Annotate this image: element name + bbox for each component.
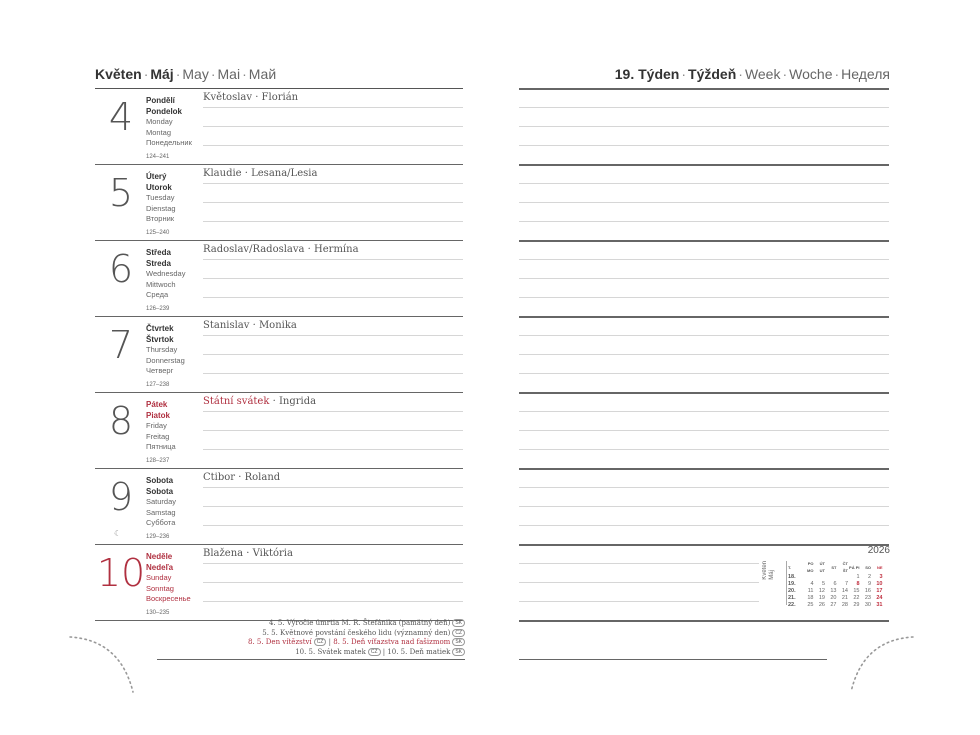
day-block-9[interactable]: [95, 469, 463, 545]
calendar-cell: 29: [853, 602, 860, 608]
footnote-text: 5. 5. Květnové povstání českého lidu (významný den): [262, 628, 451, 637]
week-cs: 19. Týden: [614, 66, 680, 82]
calendar-header-cell: SO: [865, 564, 871, 570]
country-badge: SK: [452, 648, 465, 656]
calendar-cell: 18: [807, 595, 814, 601]
footnote-text: 8. 5. Den vítězství: [248, 638, 312, 646]
write-line: [203, 183, 463, 184]
calendar-cell: [825, 574, 837, 581]
calendar-week-row: [788, 574, 883, 581]
calendar-cell: 2: [867, 574, 871, 580]
calendar-cell: 8: [856, 581, 860, 587]
calendar-cell: 19: [818, 595, 825, 601]
footnote-text: 8. 5. Deň víťazstva nad fašizmom: [333, 638, 451, 646]
week-header: 19. Týden · Týždeň · Week · Woche · Неделя: [614, 66, 890, 82]
right-write-line: [519, 430, 889, 431]
day-name-sk: Nedeľa: [146, 562, 174, 572]
day-name-cs: Středa: [146, 248, 171, 257]
calendar-divider: [786, 561, 787, 605]
calendar-header-cell: T.: [788, 564, 792, 570]
calendar-year: 2026: [867, 545, 890, 556]
calendar-cell: 7: [844, 581, 848, 587]
country-badge: SK: [452, 638, 465, 646]
day-names: [146, 476, 206, 542]
day-name-de: Mittwoch: [146, 279, 176, 289]
day-names: [146, 96, 206, 162]
day-names: [146, 552, 206, 618]
day-name-ru: Воскресенье: [146, 594, 191, 603]
write-line: [203, 487, 463, 488]
write-line: [203, 601, 463, 602]
footnote-separator: |: [328, 638, 331, 646]
day-name-sk: Štvrtok: [146, 334, 174, 344]
footnote-line: [182, 619, 465, 629]
calendar-cell: 11: [807, 588, 814, 594]
day-names: [146, 172, 206, 238]
day-name-de: Dienstag: [146, 203, 176, 213]
bottom-rule-left: [157, 659, 465, 660]
right-write-line: [519, 126, 889, 127]
day-of-year: 126–239: [146, 305, 170, 312]
calendar-week-row: [788, 581, 883, 588]
calendar-cell: 1: [856, 574, 860, 580]
calendar-cell: 13: [830, 588, 837, 594]
corner-ornament-left: [65, 632, 135, 697]
footnote-text: 4. 5. Výročie úmrtia M. R. Štefánika (pamätný deň): [268, 619, 451, 627]
calendar-week-row: [788, 602, 883, 609]
day-name-ru: Пятница: [146, 442, 176, 451]
day-name-sk: Utorok: [146, 182, 172, 192]
calendar-cell: 20.: [788, 588, 796, 594]
right-write-line: [519, 601, 759, 602]
write-line: [203, 449, 463, 450]
right-write-line: [519, 354, 889, 355]
calendar-cell: 19.: [788, 581, 796, 587]
calendar-week-row: [788, 595, 883, 602]
footnote-text: 10. 5. Deň matiek: [387, 647, 451, 656]
day-name-en: Tuesday: [146, 193, 175, 202]
write-line: [203, 221, 463, 222]
day-block-5[interactable]: [95, 165, 463, 241]
right-write-line: [519, 221, 889, 222]
week-sk: Týždeň: [688, 66, 737, 82]
day-number: 4: [108, 95, 134, 139]
week-ru: Неделя: [841, 66, 890, 82]
day-name-en: Thursday: [146, 345, 178, 354]
moon-phase-icon: ☾: [114, 529, 122, 538]
footnote-line: [182, 629, 465, 639]
day-names: [146, 400, 206, 466]
calendar-header-row: [788, 560, 883, 574]
calendar-cell: 15: [853, 588, 860, 594]
calendar-cell: 22.: [788, 602, 796, 608]
write-line: [203, 430, 463, 431]
right-day-rule: [519, 620, 889, 622]
right-day-rule: [519, 316, 889, 318]
holiday-footnotes: [182, 619, 465, 657]
nameday: [203, 396, 316, 407]
day-name-cs: Čtvrtek: [146, 324, 174, 333]
calendar-cell: 22: [853, 595, 860, 601]
day-name-en: Wednesday: [146, 269, 186, 278]
week-en: Week: [744, 66, 781, 82]
write-line: [203, 126, 463, 127]
country-badge: CZ: [452, 629, 465, 637]
day-name-ru: Среда: [146, 290, 169, 299]
footnote-line: [182, 638, 465, 648]
day-block-10[interactable]: [95, 545, 463, 621]
day-name-en: Monday: [146, 117, 173, 126]
right-write-line: [519, 107, 889, 108]
nameday: Stanislav · Monika: [203, 320, 297, 331]
holiday-label: Státní svátek: [203, 396, 270, 407]
calendar-cell: 31: [876, 602, 883, 608]
country-badge: CZ: [314, 638, 327, 646]
calendar-cell: 12: [818, 588, 825, 594]
calendar-cell: [802, 574, 814, 581]
right-write-line: [519, 259, 889, 260]
day-name-sk: Piatok: [146, 410, 171, 420]
right-day-rule: [519, 240, 889, 242]
day-name-sk: Sobota: [146, 486, 174, 496]
footnote-line: [182, 648, 465, 658]
right-write-line: [519, 183, 889, 184]
country-badge: SK: [452, 619, 465, 627]
day-name-cs: Neděle: [146, 552, 173, 561]
calendar-cell: 30: [864, 602, 871, 608]
calendar-cell: [837, 574, 849, 581]
calendar-header-cell: NE: [876, 564, 883, 570]
calendar-header-cell: ÚT UT: [819, 561, 825, 573]
write-line: [203, 278, 463, 279]
day-name-en: Friday: [146, 421, 167, 430]
right-write-line: [519, 335, 889, 336]
calendar-cell: [814, 574, 826, 581]
nameday-names: · Ingrida: [269, 396, 317, 407]
calendar-cell: 14: [841, 588, 848, 594]
write-line: [203, 373, 463, 374]
calendar-cell: 4: [810, 581, 814, 587]
calendar-cell: 23: [864, 595, 871, 601]
day-block-4[interactable]: [95, 89, 463, 165]
day-of-year: 129–236: [146, 533, 170, 540]
write-line: [203, 582, 463, 583]
day-of-year: 130–235: [146, 609, 170, 616]
calendar-cell: 6: [833, 581, 837, 587]
day-names: [146, 324, 206, 390]
day-number: 6: [108, 247, 134, 291]
right-day-rule: [519, 468, 889, 470]
calendar-cell: 20: [830, 595, 837, 601]
week-de: Woche: [789, 66, 833, 82]
month-de: Mai: [217, 66, 241, 82]
right-write-line: [519, 373, 889, 374]
nameday: Květoslav · Florián: [203, 92, 299, 103]
day-name-sk: Pondelok: [146, 106, 183, 116]
day-of-year: 125–240: [146, 229, 170, 236]
day-name-cs: Pondělí: [146, 96, 175, 105]
calendar-cell: 25: [807, 602, 814, 608]
day-name-cs: Sobota: [146, 476, 174, 485]
calendar-cell: 9: [867, 581, 871, 587]
day-of-year: 124–241: [146, 153, 170, 160]
month-label-sk: Máj: [769, 570, 775, 580]
right-write-line: [519, 506, 889, 507]
calendar-header-cell: PÁ PI: [849, 564, 860, 570]
write-line: [203, 411, 463, 412]
calendar-cell: 3: [879, 574, 883, 580]
day-name-en: Saturday: [146, 497, 177, 506]
right-write-line: [519, 202, 889, 203]
day-number: 5: [108, 171, 134, 215]
right-write-line: [519, 449, 889, 450]
right-write-line: [519, 582, 759, 583]
write-line: [203, 354, 463, 355]
day-name-ru: Понедельник: [146, 138, 192, 147]
right-write-line: [519, 297, 889, 298]
month-label-cs: Květen: [762, 561, 768, 580]
write-line: [203, 107, 463, 108]
calendar-cell: 26: [818, 602, 825, 608]
day-name-ru: Вторник: [146, 214, 175, 223]
write-line: [203, 145, 463, 146]
day-name-de: Sonntag: [146, 583, 174, 593]
calendar-cell: 27: [830, 602, 837, 608]
calendar-header-cell: ČT ŠT: [842, 561, 848, 573]
calendar-cell: 21.: [788, 595, 796, 601]
day-of-year: 127–238: [146, 381, 170, 388]
day-name-sk: Streda: [146, 258, 171, 268]
nameday: Ctibor · Roland: [203, 472, 281, 483]
write-line: [203, 506, 463, 507]
month-sk: Máj: [150, 66, 174, 82]
day-block-7[interactable]: [95, 317, 463, 393]
day-name-de: Samstag: [146, 507, 176, 517]
right-day-rule: [519, 164, 889, 166]
day-of-year: 128–237: [146, 457, 170, 464]
corner-ornament-right: [848, 632, 918, 697]
day-block-6[interactable]: [95, 241, 463, 317]
day-number: 7: [108, 323, 134, 367]
right-write-line: [519, 525, 889, 526]
day-name-de: Donnerstag: [146, 355, 185, 365]
calendar-month-label: [762, 561, 776, 580]
footnote-separator: |: [382, 647, 386, 656]
write-line: [203, 259, 463, 260]
country-badge: CZ: [368, 648, 381, 656]
nameday: Blažena · Viktória: [203, 548, 293, 559]
nameday: Radoslav/Radoslava · Hermína: [203, 244, 359, 255]
day-name-en: Sunday: [146, 573, 172, 582]
bottom-rule-right: [519, 659, 827, 660]
right-write-line: [519, 278, 889, 279]
nameday: Klaudie · Lesana/Lesia: [203, 168, 318, 179]
right-write-line: [519, 411, 889, 412]
calendar-header-cell: PO MO: [807, 561, 814, 573]
calendar-cell: 5: [821, 581, 825, 587]
day-name-de: Montag: [146, 127, 172, 137]
calendar-cell: 28: [841, 602, 848, 608]
calendar-cell: 10: [876, 581, 883, 587]
calendar-cell: 17: [876, 588, 883, 594]
write-line: [203, 202, 463, 203]
calendar-cell: 21: [841, 595, 848, 601]
day-number: 9: [108, 475, 134, 519]
month-header: Květen · Máj · May · Mai · Май: [95, 66, 277, 82]
day-name-ru: Четверг: [146, 366, 174, 375]
write-line: [203, 297, 463, 298]
write-line: [203, 563, 463, 564]
write-line: [203, 525, 463, 526]
day-name-cs: Pátek: [146, 400, 168, 409]
calendar-header-cell: ST: [831, 564, 837, 570]
day-name-de: Freitag: [146, 431, 170, 441]
calendar-cell: 16: [864, 588, 871, 594]
right-write-line: [519, 145, 889, 146]
month-ru: Май: [248, 66, 277, 82]
right-day-rule: [519, 544, 889, 546]
right-day-rule: [519, 392, 889, 394]
day-number: 8: [108, 399, 134, 443]
right-day-rule: [519, 88, 889, 90]
calendar-week-row: [788, 588, 883, 595]
day-name-cs: Úterý: [146, 172, 167, 181]
day-names: [146, 248, 206, 314]
month-en: May: [182, 66, 209, 82]
calendar-cell: 18.: [788, 574, 796, 580]
day-name-ru: Суббота: [146, 518, 176, 527]
day-number: 10: [96, 551, 146, 595]
day-block-8[interactable]: [95, 393, 463, 469]
month-cs: Květen: [95, 66, 142, 82]
footnote-text: 10. 5. Svátek matek: [295, 647, 366, 656]
right-write-line: [519, 563, 759, 564]
write-line: [203, 335, 463, 336]
right-write-line: [519, 487, 889, 488]
calendar-grid: [788, 560, 883, 609]
calendar-cell: 24: [876, 595, 883, 601]
